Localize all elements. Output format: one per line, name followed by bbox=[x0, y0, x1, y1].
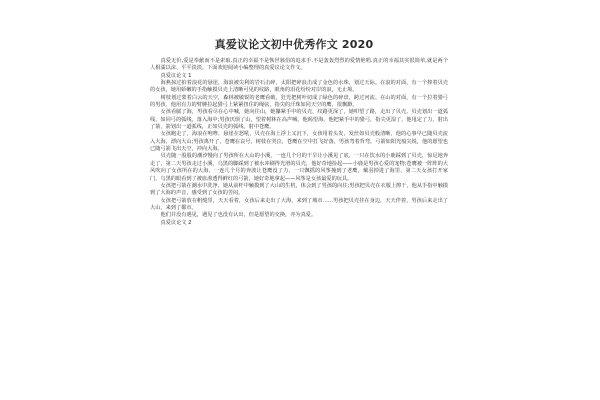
intro-paragraph: 真爱无价,爱是奉献而不是索取.真正的幸福不是恢世骇俗的追求手.不是轰轰烈烈的爱情艳唱.真正的幸福其实很简单,就是两个人相濡以沫、平平淡淡。下面欢迎阅读小编整理的真爱议论文作文。 bbox=[150, 58, 448, 72]
body-paragraph: 树枝划过蒙着白云的天空，森林被敏锐的老鹰看破，狂光把树叶切成了绿色的碎盘，跨过河流。在山的对面，有一个拉着猎弓的男孩，他用有力的臂膊拉起猎弓上紧紧扭住的绳弦，指尖的汗珠如同天空的鹰，很飘渺。 bbox=[150, 94, 448, 109]
section-heading: 真爱议论文 1 bbox=[160, 72, 192, 79]
body-paragraph: 女孩跑走了，海浪在咆哮，悬崖在怒吼，贝壳在海上浮上又沉下，女孩用着头发，发丝如贝壳般清晰，他的心事早已随贝壳流入大海，漂向大山;男孩离开了，苍鹰在哀号，树枝在哭泣，苍鹰在空中打飞好落，男孩弯着背弯，弓箭如阳光般尖锐，他的愿望也已随弓箭飞出天空，冲向大海。 bbox=[150, 131, 448, 153]
body-paragraph: 女孩看腻了海，男孩看尽在心中喊，她向往山，她攥紧手中的贝壳，纹路更深了，她叩望了路，走出了贝壳。贝壳划出一道弧线，如同弓的弧线，落入海中;男孩厌烦了山，望着树林在高声喊，他渴望海，他把紧手中的猎弓，指尖更湿了，他甩定了力，射出了箭，箭划出一道弧线，正如贝壳的弧线，射中苍鹰。 bbox=[150, 109, 448, 131]
body-paragraph: 女孩把弓箭放在帆缝里，天天看着，女孩后来走出了大海，来到了城市……男孩把贝壳挂在身边，天天伴着，男孩后来走出了大山，来到了都市。 bbox=[150, 197, 448, 211]
document-body bbox=[118, 58, 470, 227]
body-paragraph: 海燕掠过拍着浪花的悬崖，海浪被尖利的岩石击碎，太阳把碎浪击成了金色的水珠，划过天际。在浪的对面，有一个捧着贝壳的女孩，她用娇嫩的手指触摸贝壳上清晰可见的纹路，眼角的泪花纷纷对岸的浪，无止境。 bbox=[150, 80, 448, 94]
body-paragraph: 女孩把弓箭在潮水中洗净，她从前杆中触摸到了大山的生机，体会到了男孩的向往;男孩把贝壳在衣服上擦干，他从手指中触摸到了大海的声音，感受到了女孩的苦闷。 bbox=[150, 182, 448, 197]
body-paragraph: 贝壳随一股股的潮汐慢向了男孩所在大山的小溪，一连几个月的干旱让小溪见了底，一只在饮水的小鹿踩到了贝壳，惊足地奔走了，第二天男孩走过小溪，乌黑的脚踩到了被水冲刷得光滑的贝壳，他好奇地捡起——小鹿是男孩心爱的宠物;苍鹰被一阵阵的大风吹向了女孩所在的大海，一连几个月的奔波让苍鹰没了力，一只飘摇的风筝撞到了老鹰，戴羽掉进了海里，第二天女孩打开家门，乌黑的眼看到了被血渗透得鲜红的弓箭，她好奇地拿起——风筝是女孩最爱的玩具。 bbox=[150, 153, 448, 182]
section-heading: 真爱议论文 2 bbox=[160, 219, 192, 226]
body-paragraph: 他们并没有遇见，遇见了也没有认出，但是愿望的交换，亦为真爱。 bbox=[160, 212, 317, 219]
document-page bbox=[118, 30, 470, 396]
document-title: 真爱议论文初中优秀作文 2020 bbox=[214, 38, 374, 51]
